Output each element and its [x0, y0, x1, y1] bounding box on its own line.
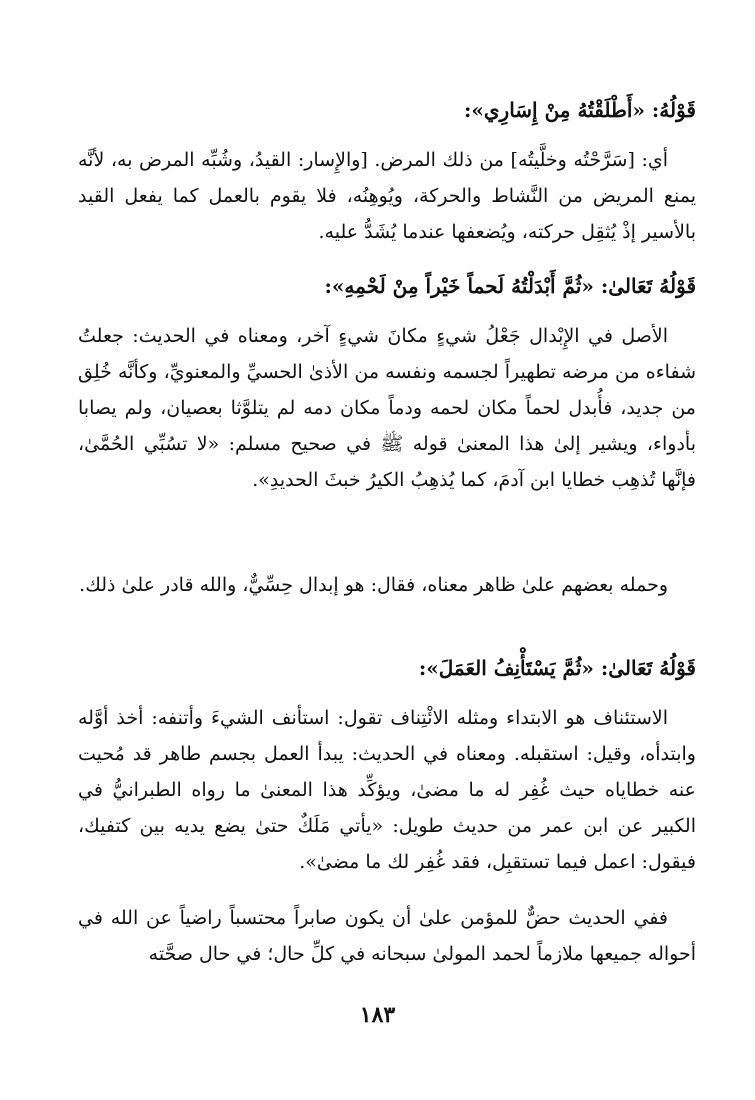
paragraph-text: الأصل في الإِبْدال جَعْلُ شيءٍ مكانَ شيءٍ آخر، ومعناه في الحديث: جعلتُ شفاءه من مرضه تطهيراً لجسمه ونفسه من الأذىٰ الحسيِّ والمعنويِّ، وكأنَّه خُلِق من جديد، فأُبدل لحماً مكان لحمه ودماً مكان دمه لم يتلوَّثا بعصيان، ولم يصابا بأدواء، ويشير إلىٰ هذا المعنىٰ قوله ﷺ في صحيح مسلم: «لا تسُبِّي الحُمَّىٰ، فإنَّها تُذهِب خطايا ابن آدمَ، كما يُذهِبُ الكيرُ خبثَ الحديدِ». — [78, 325, 696, 491]
paragraph-patience-exhortation — [78, 900, 696, 972]
paragraph-release-explanation — [78, 142, 696, 250]
section-heading-resume-work — [78, 650, 696, 686]
heading-text: قَوْلُهُ: «أَطْلَقْتُهُ مِنْ إِسَارِي»: — [464, 98, 696, 122]
section-heading-release — [78, 92, 696, 128]
paragraph-literal-interpretation — [78, 567, 696, 603]
paragraph-text: وحمله بعضهم علىٰ ظاهر معناه، فقال: هو إبدال حِسِّيٌّ، والله قادر علىٰ ذلك. — [79, 574, 668, 596]
paragraph-text: أي: [سَرَّحْتُه وخلَّيتُه] من ذلك المرض. [والإِسار: القيدُ، وشُبِّه المرض به، لأنَّه يمنع المريض من النَّشاط والحركة، ويُوهِنُه، فلا يقوم بالعمل كما يفعل القيد بالأسير إذْ يُثقِل حركته، ويُضعفها عندما يُشَدُّ عليه. — [78, 149, 696, 243]
section-heading-replace-flesh — [78, 268, 696, 304]
page-number: ١٨٣ — [359, 1002, 396, 1028]
paragraph-text: ففي الحديث حضٌّ للمؤمن علىٰ أن يكون صابراً محتسباً راضياً عن الله في أحواله جميعها ملازماً لحمد المولىٰ سبحانه في كلِّ حال؛ في حال صحَّته — [78, 907, 696, 965]
paragraph-resumption-meaning — [78, 700, 696, 880]
heading-text: قَوْلُهُ تَعَالىٰ: «ثُمَّ يَسْتَأْنِفُ العَمَلَ»: — [418, 656, 696, 680]
paragraph-text: الاستئناف هو الابتداء ومثله الائْتِناف تقول: استأنف الشيءَ وأتنفه: أخذ أوَّله وابتدأه، وقيل: استقبله. ومعناه في الحديث: يبدأ العمل بجسم طاهر قد مُحيت عنه خطاياه حيث غُفِر له ما مضىٰ، ويؤكِّد هذا المعنىٰ ما رواه الطبرانيُّ في الكبير عن ابن عمر من حديث طويل: «يأتي مَلَكٌ حتىٰ يضع يديه بين كتفيك، فيقول: اعمل فيما تستقبِل، فقد غُفِر لك ما مضىٰ». — [78, 707, 696, 873]
heading-text: قَوْلُهُ تَعَالىٰ: «ثُمَّ أَبْدَلْتُهُ لَحماً خَيْراً مِنْ لَحْمِهِ»: — [324, 274, 696, 298]
paragraph-replacement-meaning — [78, 318, 696, 498]
